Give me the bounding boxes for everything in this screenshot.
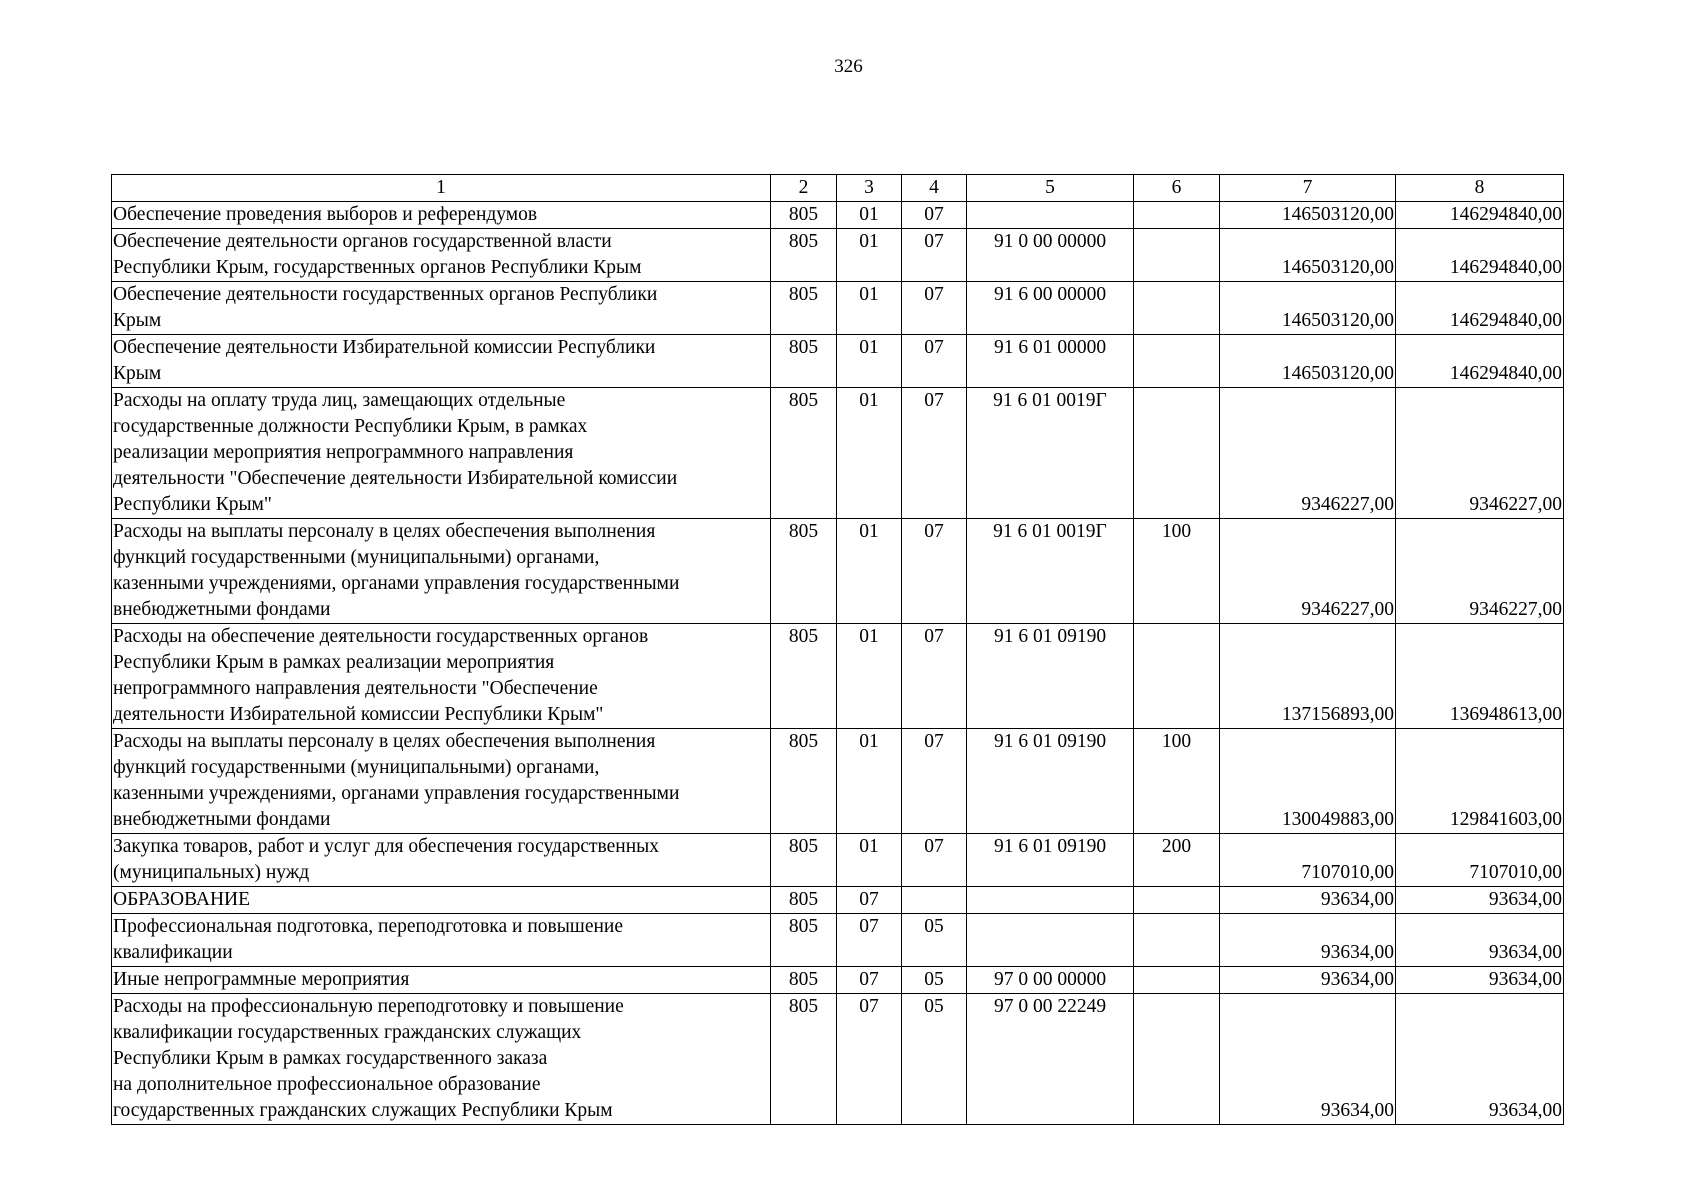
table-row xyxy=(112,335,1564,388)
row-subsection-code: 07 xyxy=(902,388,967,519)
row-expense-type xyxy=(1134,282,1220,335)
table-row xyxy=(112,834,1564,887)
row-section-code: 01 xyxy=(837,229,902,282)
row-amount-year-2: 146294840,00 xyxy=(1396,229,1564,282)
row-amount-year-2: 7107010,00 xyxy=(1396,834,1564,887)
budget-table xyxy=(111,174,1564,1125)
row-subsection-code: 07 xyxy=(902,335,967,388)
row-target-article xyxy=(967,887,1134,914)
row-subsection-code: 07 xyxy=(902,729,967,834)
row-name: Расходы на профессиональную переподготовку и повышение квалификации государственных гражданских служащих Республики Крым в рамках государственного заказа на дополнительное профессиональное образование государственных гражданских служащих Республики Крым xyxy=(112,994,771,1125)
row-amount-year-2: 93634,00 xyxy=(1396,994,1564,1125)
row-name: ОБРАЗОВАНИЕ xyxy=(112,887,771,914)
row-subsection-code: 07 xyxy=(902,202,967,229)
row-amount-year-1: 9346227,00 xyxy=(1220,519,1396,624)
row-expense-type xyxy=(1134,994,1220,1125)
row-target-article: 91 6 01 00000 xyxy=(967,335,1134,388)
row-ministry-code: 805 xyxy=(771,202,837,229)
row-subsection-code: 07 xyxy=(902,834,967,887)
row-section-code: 01 xyxy=(837,519,902,624)
row-target-article: 91 0 00 00000 xyxy=(967,229,1134,282)
table-row xyxy=(112,624,1564,729)
row-name: Закупка товаров, работ и услуг для обеспечения государственных (муниципальных) нужд xyxy=(112,834,771,887)
row-target-article: 91 6 01 0019Г xyxy=(967,519,1134,624)
row-ministry-code: 805 xyxy=(771,834,837,887)
row-amount-year-1: 93634,00 xyxy=(1220,887,1396,914)
row-amount-year-2: 146294840,00 xyxy=(1396,282,1564,335)
column-header-7: 7 xyxy=(1220,175,1396,202)
column-header-8: 8 xyxy=(1396,175,1564,202)
row-name: Обеспечение деятельности Избирательной комиссии Республики Крым xyxy=(112,335,771,388)
row-subsection-code: 07 xyxy=(902,282,967,335)
row-expense-type xyxy=(1134,202,1220,229)
row-ministry-code: 805 xyxy=(771,282,837,335)
row-amount-year-2: 93634,00 xyxy=(1396,967,1564,994)
row-amount-year-1: 93634,00 xyxy=(1220,994,1396,1125)
row-name: Расходы на выплаты персоналу в целях обеспечения выполнения функций государственными (муниципальными) органами, казенными учреждениями, органами управления государственными внебюджетными фондами xyxy=(112,519,771,624)
row-amount-year-2: 9346227,00 xyxy=(1396,519,1564,624)
row-amount-year-1: 146503120,00 xyxy=(1220,202,1396,229)
row-expense-type xyxy=(1134,967,1220,994)
table-row xyxy=(112,229,1564,282)
row-section-code: 01 xyxy=(837,729,902,834)
row-expense-type xyxy=(1134,914,1220,967)
row-amount-year-1: 9346227,00 xyxy=(1220,388,1396,519)
row-amount-year-2: 93634,00 xyxy=(1396,887,1564,914)
table-row xyxy=(112,887,1564,914)
row-section-code: 01 xyxy=(837,282,902,335)
row-section-code: 07 xyxy=(837,887,902,914)
table-row xyxy=(112,202,1564,229)
row-subsection-code: 07 xyxy=(902,229,967,282)
row-ministry-code: 805 xyxy=(771,229,837,282)
row-amount-year-2: 129841603,00 xyxy=(1396,729,1564,834)
row-subsection-code: 05 xyxy=(902,914,967,967)
row-target-article: 91 6 00 00000 xyxy=(967,282,1134,335)
row-name: Расходы на выплаты персоналу в целях обеспечения выполнения функций государственными (муниципальными) органами, казенными учреждениями, органами управления государственными внебюджетными фондами xyxy=(112,729,771,834)
row-subsection-code: 07 xyxy=(902,519,967,624)
row-name: Обеспечение деятельности органов государственной власти Республики Крым, государственных органов Республики Крым xyxy=(112,229,771,282)
row-expense-type xyxy=(1134,335,1220,388)
row-name: Расходы на оплату труда лиц, замещающих отдельные государственные должности Республики Крым, в рамках реализации мероприятия непрограммного направления деятельности "Обеспечение деятельности Избирательной комиссии Республики Крым" xyxy=(112,388,771,519)
column-header-4: 4 xyxy=(902,175,967,202)
row-section-code: 01 xyxy=(837,388,902,519)
table-row xyxy=(112,994,1564,1125)
row-subsection-code: 05 xyxy=(902,967,967,994)
row-amount-year-2: 146294840,00 xyxy=(1396,335,1564,388)
row-target-article: 91 6 01 09190 xyxy=(967,624,1134,729)
row-name: Расходы на обеспечение деятельности государственных органов Республики Крым в рамках реализации мероприятия непрограммного направления деятельности "Обеспечение деятельности Избирательной комиссии Республики Крым" xyxy=(112,624,771,729)
header-row xyxy=(112,175,1564,202)
table-row xyxy=(112,388,1564,519)
row-amount-year-1: 146503120,00 xyxy=(1220,229,1396,282)
row-amount-year-1: 93634,00 xyxy=(1220,967,1396,994)
row-amount-year-2: 146294840,00 xyxy=(1396,202,1564,229)
row-amount-year-1: 146503120,00 xyxy=(1220,282,1396,335)
row-amount-year-1: 137156893,00 xyxy=(1220,624,1396,729)
row-ministry-code: 805 xyxy=(771,335,837,388)
table-row xyxy=(112,729,1564,834)
row-target-article: 97 0 00 00000 xyxy=(967,967,1134,994)
row-name: Обеспечение деятельности государственных органов Республики Крым xyxy=(112,282,771,335)
row-name: Обеспечение проведения выборов и референдумов xyxy=(112,202,771,229)
row-section-code: 07 xyxy=(837,914,902,967)
row-target-article: 97 0 00 22249 xyxy=(967,994,1134,1125)
row-subsection-code: 07 xyxy=(902,624,967,729)
row-amount-year-2: 9346227,00 xyxy=(1396,388,1564,519)
row-subsection-code xyxy=(902,887,967,914)
row-amount-year-1: 93634,00 xyxy=(1220,914,1396,967)
row-amount-year-1: 130049883,00 xyxy=(1220,729,1396,834)
table-row xyxy=(112,914,1564,967)
column-header-5: 5 xyxy=(967,175,1134,202)
row-amount-year-1: 146503120,00 xyxy=(1220,335,1396,388)
row-ministry-code: 805 xyxy=(771,887,837,914)
row-target-article xyxy=(967,202,1134,229)
table-body xyxy=(112,202,1564,1125)
row-amount-year-2: 93634,00 xyxy=(1396,914,1564,967)
column-header-1: 1 xyxy=(112,175,771,202)
row-section-code: 01 xyxy=(837,834,902,887)
row-expense-type xyxy=(1134,229,1220,282)
row-expense-type: 100 xyxy=(1134,519,1220,624)
row-expense-type: 200 xyxy=(1134,834,1220,887)
row-target-article xyxy=(967,914,1134,967)
row-target-article: 91 6 01 0019Г xyxy=(967,388,1134,519)
row-expense-type: 100 xyxy=(1134,729,1220,834)
page-number: 326 xyxy=(834,56,863,77)
column-header-6: 6 xyxy=(1134,175,1220,202)
column-header-3: 3 xyxy=(837,175,902,202)
row-ministry-code: 805 xyxy=(771,967,837,994)
row-expense-type xyxy=(1134,887,1220,914)
row-ministry-code: 805 xyxy=(771,519,837,624)
table-row xyxy=(112,282,1564,335)
row-name: Иные непрограммные мероприятия xyxy=(112,967,771,994)
row-ministry-code: 805 xyxy=(771,624,837,729)
row-section-code: 07 xyxy=(837,994,902,1125)
table-row xyxy=(112,967,1564,994)
table-header xyxy=(112,175,1564,202)
row-ministry-code: 805 xyxy=(771,729,837,834)
row-ministry-code: 805 xyxy=(771,914,837,967)
row-target-article: 91 6 01 09190 xyxy=(967,729,1134,834)
row-expense-type xyxy=(1134,388,1220,519)
row-section-code: 01 xyxy=(837,335,902,388)
row-subsection-code: 05 xyxy=(902,994,967,1125)
row-section-code: 01 xyxy=(837,202,902,229)
row-amount-year-2: 136948613,00 xyxy=(1396,624,1564,729)
column-header-2: 2 xyxy=(771,175,837,202)
row-name: Профессиональная подготовка, переподготовка и повышение квалификации xyxy=(112,914,771,967)
row-ministry-code: 805 xyxy=(771,994,837,1125)
table-row xyxy=(112,519,1564,624)
row-ministry-code: 805 xyxy=(771,388,837,519)
row-target-article: 91 6 01 09190 xyxy=(967,834,1134,887)
row-section-code: 07 xyxy=(837,967,902,994)
row-amount-year-1: 7107010,00 xyxy=(1220,834,1396,887)
row-expense-type xyxy=(1134,624,1220,729)
row-section-code: 01 xyxy=(837,624,902,729)
